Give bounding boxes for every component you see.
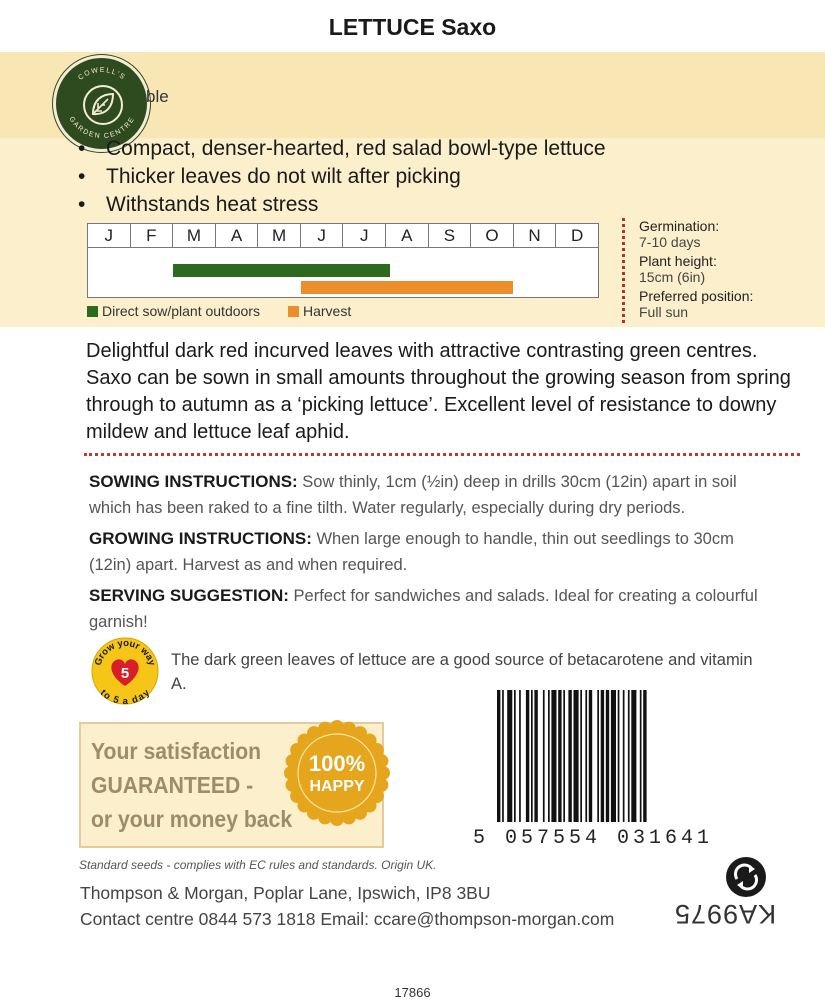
contact-centre: Contact centre 0844 573 1818 Email: ccare@thompson-morgan.com bbox=[80, 909, 615, 929]
guarantee-line: or your money back bbox=[91, 806, 293, 832]
calendar-month: D bbox=[571, 226, 584, 245]
calendar-month: M bbox=[173, 224, 216, 247]
legend-sow: Direct sow/plant outdoors bbox=[87, 303, 260, 319]
calendar-month: A bbox=[386, 224, 429, 247]
leaf-icon bbox=[80, 82, 126, 128]
calendar-month: J bbox=[343, 224, 386, 247]
guarantee-line: GUARANTEED - bbox=[91, 772, 254, 798]
fact-value: Full sun bbox=[639, 304, 689, 320]
calendar-month: F bbox=[131, 224, 174, 247]
growing-instructions: GROWING INSTRUCTIONS: When large enough to handle, thin out seedlings to 30cm (12in) apart. Harvest as and when required. bbox=[89, 529, 734, 574]
sowing-calendar bbox=[87, 223, 599, 298]
fact-label: Plant height: bbox=[639, 253, 717, 269]
company-address: Thompson & Morgan, Poplar Lane, Ipswich, IP8 3BU bbox=[80, 883, 491, 903]
calendar-months bbox=[88, 224, 598, 248]
five-a-day-number: 5 bbox=[120, 665, 130, 682]
calendar-legend bbox=[87, 303, 351, 319]
partial-word: ble bbox=[146, 87, 169, 106]
feature-item: • Compact, denser-hearted, red salad bowl-type lettuce bbox=[78, 137, 606, 160]
serving-suggestion: SERVING SUGGESTION: Perfect for sandwiches and salads. Ideal for creating a colourful garnish! bbox=[89, 586, 758, 631]
calendar-month: N bbox=[514, 224, 557, 247]
fact-label: Preferred position: bbox=[639, 288, 754, 304]
recycle-icon bbox=[724, 855, 768, 899]
sow-period-bar bbox=[173, 264, 390, 277]
fact-value: 7-10 days bbox=[639, 234, 701, 250]
five-a-day-bottom: to 5 a day bbox=[97, 687, 152, 706]
plant-facts bbox=[622, 218, 822, 323]
svg-text:COWELL'S bbox=[77, 67, 127, 82]
calendar-month: J bbox=[301, 224, 344, 247]
seal-happy: HAPPY bbox=[309, 778, 365, 795]
calendar-month: J bbox=[88, 224, 131, 247]
feature-list bbox=[78, 135, 606, 219]
badge-arc-bottom: GARDEN CENTRE bbox=[67, 115, 137, 141]
five-a-day-top: Grow your way bbox=[92, 637, 158, 668]
seal-percent: 100% bbox=[308, 751, 366, 776]
calendar-month: O bbox=[471, 224, 514, 247]
legend-harvest: Harvest bbox=[288, 303, 351, 319]
happy-seal-icon bbox=[283, 719, 391, 827]
product-description: Delightful dark red incurved leaves with attractive contrasting green centres. Saxo can be sown in small amounts throughout the growing season from spring through to autumn as a ‘picking lettuce’. Excellent level of resistance to downy mildew and lettuce leaf aphid. bbox=[86, 340, 791, 443]
company-contact bbox=[80, 880, 614, 932]
calendar-month: S bbox=[429, 224, 472, 247]
calendar-month: A bbox=[216, 224, 259, 247]
dotted-divider bbox=[84, 453, 800, 456]
feature-item: • Thicker leaves do not wilt after picking bbox=[78, 165, 461, 188]
page-number: 17866 bbox=[394, 985, 431, 1000]
fact-value: 15cm (6in) bbox=[639, 269, 706, 285]
badge-arc-top: COWELL'S bbox=[77, 66, 127, 82]
calendar-month: M bbox=[258, 224, 301, 247]
barcode-number: 5 057554 031641 bbox=[473, 827, 714, 850]
barcode-image bbox=[497, 690, 705, 822]
sowing-instructions: SOWING INSTRUCTIONS: Sow thinly, 1cm (½in) deep in drills 30cm (12in) apart in soil which has been raked to a fine tilth. Water regularly, especially during dry periods. bbox=[89, 472, 737, 517]
five-a-day-icon bbox=[90, 636, 160, 706]
product-title: LETTUCE Saxo bbox=[328, 14, 497, 40]
standard-seeds-note: Standard seeds - complies with EC rules and standards. Origin UK. bbox=[79, 858, 437, 872]
product-code: KA9975 bbox=[674, 899, 777, 929]
guarantee-line: Your satisfaction bbox=[91, 738, 262, 764]
feature-item: • Withstands heat stress bbox=[78, 193, 319, 216]
five-a-day-text: The dark green leaves of lettuce are a good source of betacarotene and vitamin A. bbox=[171, 651, 753, 693]
harvest-period-bar bbox=[301, 281, 514, 294]
fact-label: Germination: bbox=[639, 218, 720, 234]
